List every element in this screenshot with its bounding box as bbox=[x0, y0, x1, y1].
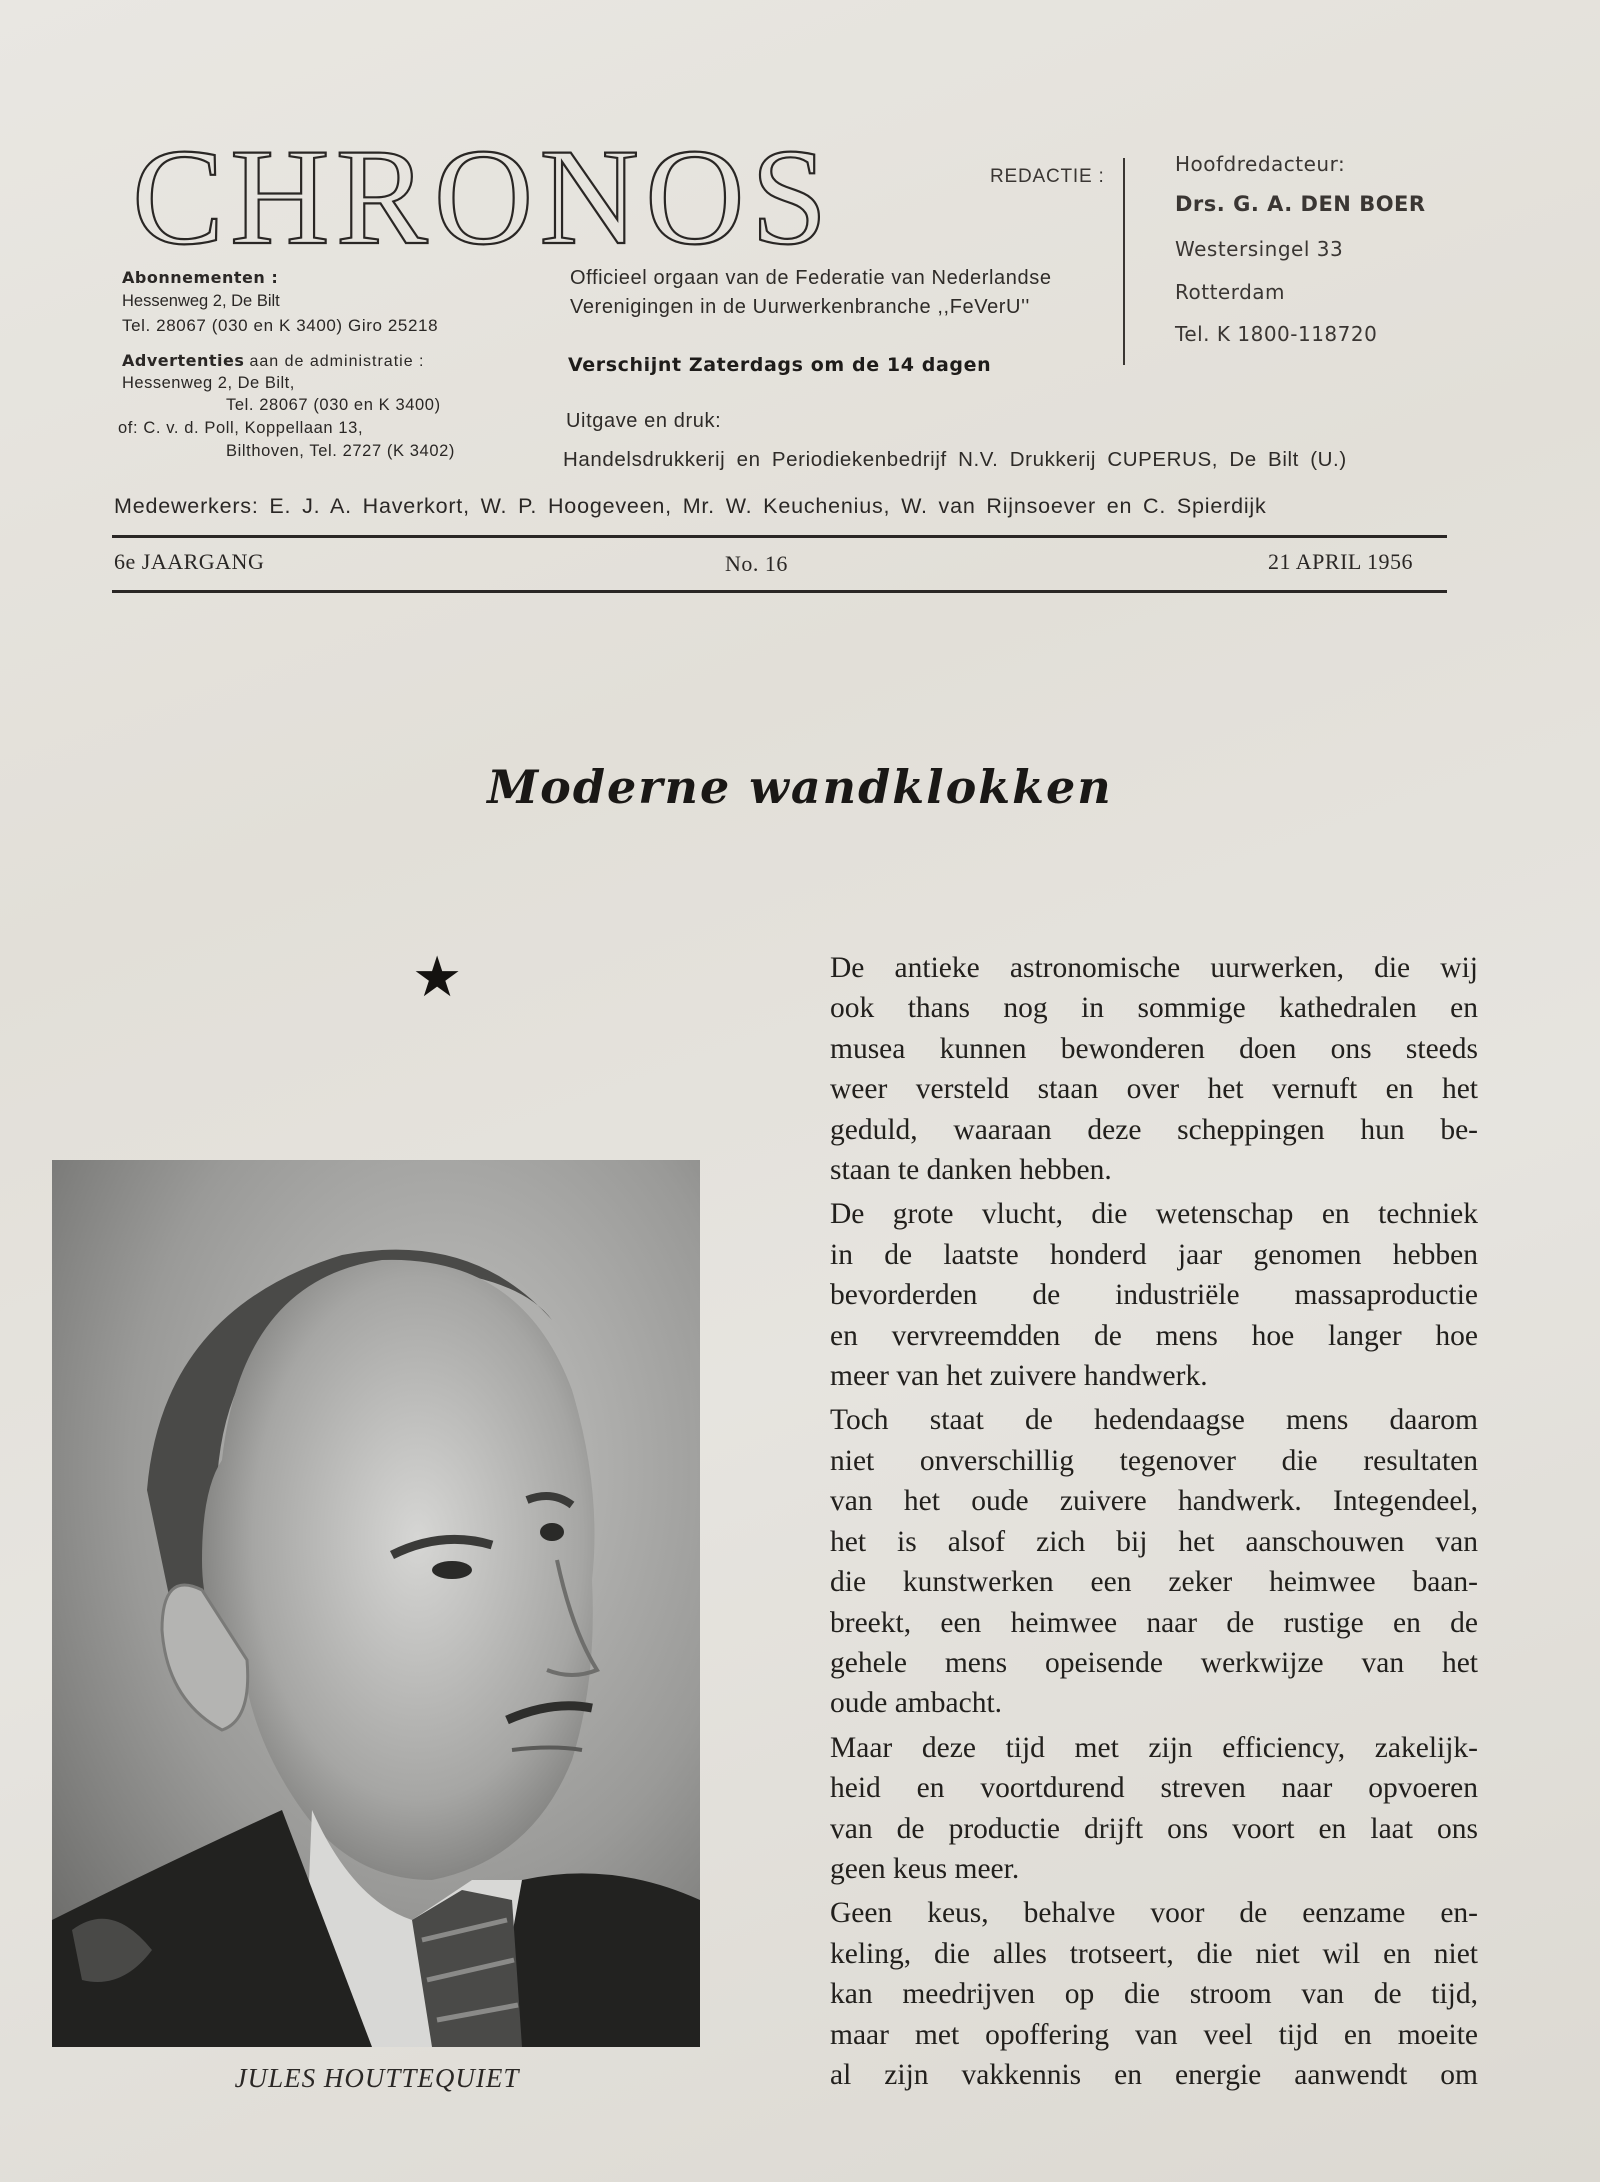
advertenties-label bbox=[122, 351, 424, 371]
text-line: maar met opoffering van veel tijd en moeite bbox=[830, 2018, 1478, 2051]
advertenties-alt-address: of: C. v. d. Poll, Koppellaan 13, bbox=[118, 419, 364, 437]
masthead-divider bbox=[1123, 158, 1125, 365]
text-line: ook thans nog in sommige kathedralen en bbox=[830, 992, 1478, 1025]
abonnementen-heading: Abonnementen : bbox=[122, 268, 279, 287]
masthead-rule-top bbox=[112, 535, 1447, 538]
paragraph-2 bbox=[830, 1194, 1478, 1396]
text-line: staan te danken hebben. bbox=[830, 1154, 1112, 1187]
abonnementen-phone: Tel. 28067 (030 en K 3400) Giro 25218 bbox=[122, 316, 439, 335]
publisher-label: Uitgave en druk: bbox=[566, 410, 722, 432]
editor-role: Hoofdredacteur: bbox=[1175, 152, 1346, 176]
text-line: van het oude zuivere handwerk. Integendeel, bbox=[830, 1485, 1478, 1518]
text-line: De antieke astronomische uurwerken, die wij bbox=[830, 952, 1478, 984]
publisher: Handelsdrukkerij en Periodiekenbedrijf N.V. Drukkerij CUPERUS, De Bilt (U.) bbox=[563, 448, 1347, 471]
text-line: kan meedrijven op die stroom van de tijd, bbox=[830, 1978, 1478, 2011]
issue-date: 21 APRIL 1956 bbox=[1268, 549, 1414, 574]
text-line: oude ambacht. bbox=[830, 1687, 1003, 1720]
text-line: Geen keus, behalve voor de eenzame en- bbox=[830, 1897, 1478, 1930]
redactie-label: REDACTIE : bbox=[990, 166, 1105, 187]
text-line: bevorderden de industriële massaproductie bbox=[830, 1279, 1478, 1312]
text-line: Maar deze tijd met zijn efficiency, zakelijk- bbox=[830, 1731, 1478, 1764]
volume: 6e JAARGANG bbox=[114, 549, 265, 574]
text-line: meer van het zuivere handwerk. bbox=[830, 1360, 1208, 1393]
text-line: in de laatste honderd jaar genomen hebben bbox=[830, 1238, 1478, 1271]
text-line: van de productie drijft ons voort en laat ons bbox=[830, 1812, 1478, 1845]
text-line: niet onverschillig tegenover die resultaten bbox=[830, 1444, 1478, 1477]
editor-phone: Tel. K 1800-118720 bbox=[1175, 322, 1378, 346]
advertenties-alt-phone: Bilthoven, Tel. 2727 (K 3402) bbox=[226, 442, 455, 460]
advertenties-suffix: aan de administratie : bbox=[249, 353, 425, 370]
paragraph-1 bbox=[830, 948, 1478, 1190]
text-line: Toch staat de hedendaagse mens daarom bbox=[830, 1404, 1478, 1437]
photo-caption: JULES HOUTTEQUIET bbox=[234, 2063, 520, 2093]
text-line: De grote vlucht, die wetenschap en techniek bbox=[830, 1198, 1478, 1231]
advertenties-phone: Tel. 28067 (030 en K 3400) bbox=[226, 396, 441, 414]
star-ornament-icon: ★ bbox=[412, 945, 463, 1010]
paragraph-5 bbox=[830, 1893, 1478, 2095]
abonnementen-label bbox=[122, 268, 278, 287]
text-line: al zijn vakkennis en energie aanwendt om bbox=[830, 2058, 1478, 2091]
paragraph-3 bbox=[830, 1400, 1478, 1723]
text-line: keling, die alles trotseert, die niet wil en niet bbox=[830, 1937, 1478, 1970]
text-line: en vervreemdden de mens hoe langer hoe bbox=[830, 1319, 1478, 1352]
advertenties-heading: Advertenties bbox=[122, 351, 245, 370]
text-line: gehele mens opeisende werkwijze van het bbox=[830, 1646, 1478, 1679]
advertenties-address: Hessenweg 2, De Bilt, bbox=[122, 374, 295, 392]
text-line: musea kunnen bewonderen doen ons steeds bbox=[830, 1032, 1478, 1065]
editor-name: Drs. G. A. DEN BOER bbox=[1175, 192, 1426, 216]
description-line-2: Verenigingen in de Uurwerkenbranche ,,FeVerU'' bbox=[570, 296, 1030, 318]
portrait-photo bbox=[52, 1160, 700, 2047]
article-body bbox=[830, 948, 1478, 2099]
abonnementen-address: Hessenweg 2, De Bilt bbox=[122, 292, 280, 310]
text-line: breekt, een heimwee naar de rustige en de bbox=[830, 1606, 1478, 1639]
masthead-rule-bottom bbox=[112, 590, 1447, 593]
text-line: heid en voortdurend streven naar opvoeren bbox=[830, 1772, 1478, 1805]
editor-street: Westersingel 33 bbox=[1175, 237, 1344, 261]
publication-title: CHRONOS bbox=[132, 120, 834, 273]
issue-number: No. 16 bbox=[725, 551, 788, 576]
text-line: het is alsof zich bij het aanschouwen van bbox=[830, 1525, 1478, 1558]
text-line: geduld, waaraan deze scheppingen hun be- bbox=[830, 1113, 1478, 1146]
paragraph-4 bbox=[830, 1728, 1478, 1890]
frequency: Verschijnt Zaterdags om de 14 dagen bbox=[568, 354, 992, 376]
text-line: geen keus meer. bbox=[830, 1852, 1020, 1885]
text-line: die kunstwerken een zeker heimwee baan- bbox=[830, 1566, 1478, 1599]
description-line-1: Officieel orgaan van de Federatie van Nederlandse bbox=[570, 267, 1052, 289]
text-line: weer versteld staan over het vernuft en het bbox=[830, 1073, 1478, 1106]
portrait-illustration bbox=[52, 1160, 700, 2047]
editor-city: Rotterdam bbox=[1175, 280, 1286, 304]
contributors: Medewerkers: E. J. A. Haverkort, W. P. Hoogeveen, Mr. W. Keuchenius, W. van Rijnsoever en C. Spierdijk bbox=[114, 494, 1267, 518]
article-title: Moderne wandklokken bbox=[487, 760, 1113, 814]
